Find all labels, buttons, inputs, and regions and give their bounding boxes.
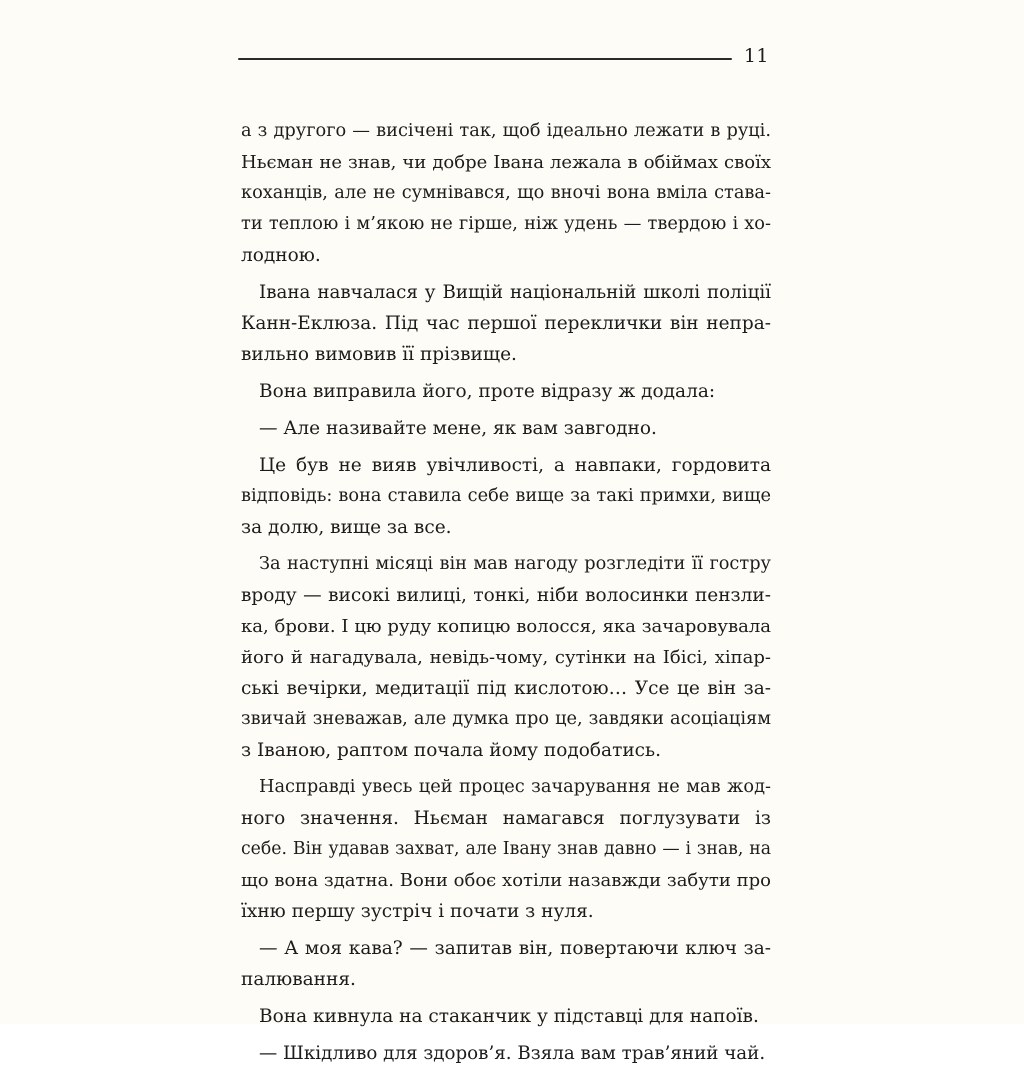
paragraph (241, 772, 771, 927)
text-line: ти теплою і м’якою не гірше, ніж удень — твердою і хо- (241, 214, 771, 234)
paragraph (241, 933, 771, 995)
text-line: вроду — високі вилиці, тонкі, ніби волосинки пензли- (241, 585, 771, 606)
paragraph (241, 549, 771, 766)
text-line: Канн-Еклюза. Під час першої переклички він непра- (241, 313, 771, 334)
text-line: за долю, вище за все. (241, 517, 452, 538)
text-line: його й нагадувала, невідь-чому, сутінки на Ібісі, хіпар- (241, 647, 771, 668)
page-number: 11 (743, 45, 769, 67)
text-line: а з другого — висічені так, щоб ідеально лежати в руці. (241, 121, 771, 141)
text-line: ські вечірки, медитації під кислотою… Усе це він за- (241, 678, 771, 699)
text-line: з Іваною, раптом почала йому подобатись. (241, 740, 661, 761)
text-line: ного значення. Ньєман намагався поглузувати із (241, 808, 771, 829)
text-line: звичай зневажав, але думка про це, завдяки асоціаціям (241, 709, 771, 729)
text-line: — А моя кава? — запитав він, повертаючи ключ за- (259, 938, 771, 959)
text-line: Івана навчалася у Вищій національній школі поліції (259, 282, 771, 303)
text-line: що вона здатна. Вони обоє хотіли назавжди забути про (241, 870, 771, 891)
paragraph (241, 277, 771, 370)
text-line: лодною. (241, 245, 321, 266)
text-line: Насправді увесь цей процес зачарування не мав жод- (259, 777, 771, 797)
paragraph (241, 1038, 771, 1069)
text-line: відповідь: вона ставила себе вище за такі примхи, вище (241, 486, 771, 506)
paragraph (241, 450, 771, 543)
text-line: ка, брови. І цю руду копицю волосся, яка зачаровувала (241, 616, 771, 637)
text-line: Вона виправила його, проте відразу ж додала: (259, 381, 716, 402)
text-line: Це був не вияв увічливості, а навпаки, гордовита (259, 455, 771, 476)
paragraph (241, 1001, 771, 1032)
text-line: За наступні місяці він мав нагоду розгледіти її гостру (259, 554, 771, 574)
text-line: Ньєман не знав, чи добре Івана лежала в обіймах своїх (241, 152, 771, 173)
header-rule (238, 58, 732, 60)
paragraph (241, 116, 771, 271)
text-line: коханців, але не сумнівався, що вночі вона вміла става- (241, 183, 771, 203)
text-line: вильно вимовив її прізвище. (241, 344, 517, 365)
paragraph (241, 413, 771, 444)
text-line: палювання. (241, 969, 356, 990)
text-line: Вона кивнула на стаканчик у підставці для напоїв. (259, 1006, 759, 1027)
text-line: їхню першу зустріч і почати з нуля. (241, 901, 594, 922)
text-line: себе. Він удавав захват, але Івану знав давно — і знав, на (241, 839, 771, 859)
text-line: — Але називайте мене, як вам завгодно. (259, 418, 657, 439)
text-line: — Шкідливо для здоров’я. Взяла вам трав’яний чай. (259, 1043, 766, 1064)
body-text (241, 116, 771, 1069)
paragraph (241, 376, 771, 407)
running-header (238, 44, 769, 72)
